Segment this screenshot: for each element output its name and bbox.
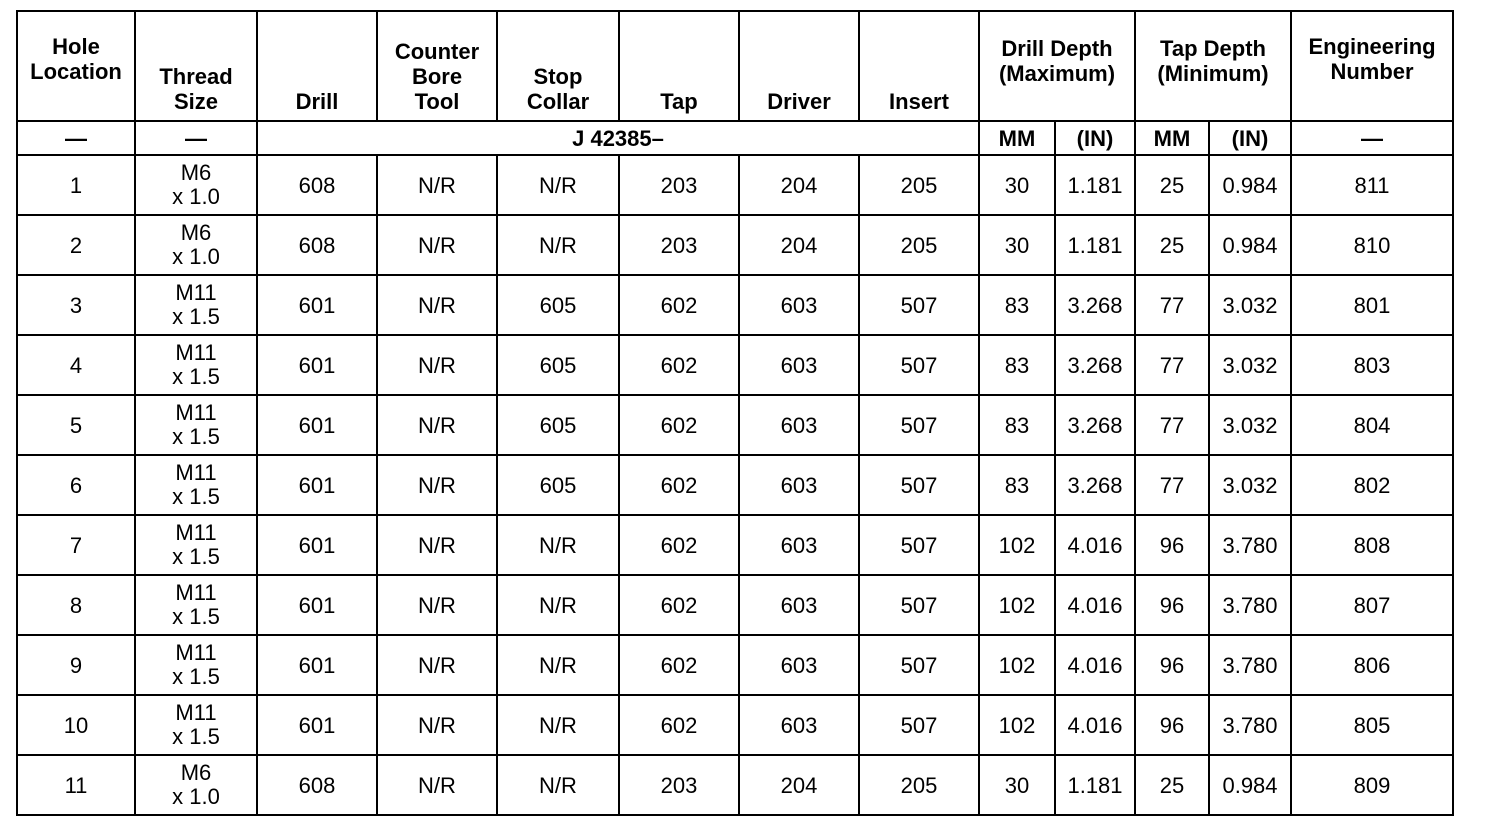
cell-tap: 602	[619, 455, 739, 515]
header-engineering-number: Engineering Number	[1291, 11, 1453, 121]
cell-hole-location: 8	[17, 575, 135, 635]
cell-tap-depth-in: 3.780	[1209, 635, 1291, 695]
cell-drill-depth-mm: 83	[979, 395, 1055, 455]
subheader-drill-in: (IN)	[1055, 121, 1135, 155]
cell-insert: 507	[859, 395, 979, 455]
cell-thread-size: M11 x 1.5	[135, 275, 257, 335]
cell-driver: 603	[739, 575, 859, 635]
cell-tap-depth-in: 3.780	[1209, 515, 1291, 575]
subheader-row	[17, 121, 1453, 155]
cell-driver: 603	[739, 635, 859, 695]
cell-tap-depth-in: 0.984	[1209, 155, 1291, 215]
cell-tap: 602	[619, 635, 739, 695]
cell-drill: 608	[257, 215, 377, 275]
cell-drill-depth-mm: 102	[979, 635, 1055, 695]
header-thread-size: Thread Size	[135, 11, 257, 121]
cell-engineering-number: 808	[1291, 515, 1453, 575]
cell-stop-collar: 605	[497, 395, 619, 455]
table-row	[17, 455, 1453, 515]
cell-hole-location: 6	[17, 455, 135, 515]
header-row	[17, 11, 1453, 121]
cell-engineering-number: 811	[1291, 155, 1453, 215]
cell-tap-depth-mm: 96	[1135, 575, 1209, 635]
cell-tap-depth-in: 3.780	[1209, 575, 1291, 635]
cell-thread-size: M11 x 1.5	[135, 335, 257, 395]
table-row	[17, 155, 1453, 215]
cell-driver: 204	[739, 755, 859, 815]
cell-tap-depth-mm: 96	[1135, 635, 1209, 695]
cell-thread-size: M11 x 1.5	[135, 455, 257, 515]
cell-insert: 507	[859, 635, 979, 695]
cell-tap: 602	[619, 395, 739, 455]
header-tap: Tap	[619, 11, 739, 121]
cell-driver: 603	[739, 455, 859, 515]
header-counter-bore-tool: Counter Bore Tool	[377, 11, 497, 121]
cell-hole-location: 11	[17, 755, 135, 815]
cell-stop-collar: N/R	[497, 635, 619, 695]
cell-driver: 603	[739, 395, 859, 455]
cell-tap-depth-mm: 77	[1135, 395, 1209, 455]
cell-drill-depth-mm: 83	[979, 335, 1055, 395]
cell-drill-depth-mm: 83	[979, 455, 1055, 515]
cell-counter-bore-tool: N/R	[377, 455, 497, 515]
cell-driver: 204	[739, 215, 859, 275]
header-stop-collar: Stop Collar	[497, 11, 619, 121]
cell-drill-depth-in: 4.016	[1055, 575, 1135, 635]
cell-drill: 601	[257, 635, 377, 695]
cell-tap-depth-in: 3.780	[1209, 695, 1291, 755]
cell-drill-depth-in: 1.181	[1055, 215, 1135, 275]
cell-tap: 203	[619, 215, 739, 275]
cell-stop-collar: N/R	[497, 695, 619, 755]
cell-drill: 601	[257, 455, 377, 515]
cell-drill-depth-mm: 102	[979, 695, 1055, 755]
cell-thread-size: M11 x 1.5	[135, 635, 257, 695]
cell-insert: 507	[859, 455, 979, 515]
cell-drill-depth-in: 4.016	[1055, 635, 1135, 695]
cell-tap-depth-mm: 77	[1135, 275, 1209, 335]
cell-tap-depth-mm: 96	[1135, 695, 1209, 755]
cell-drill: 608	[257, 155, 377, 215]
cell-tap-depth-in: 3.032	[1209, 395, 1291, 455]
table-row	[17, 755, 1453, 815]
cell-drill-depth-mm: 83	[979, 275, 1055, 335]
cell-insert: 507	[859, 695, 979, 755]
tool-specification-table	[16, 10, 1454, 816]
cell-engineering-number: 806	[1291, 635, 1453, 695]
table-row	[17, 215, 1453, 275]
cell-drill-depth-in: 3.268	[1055, 455, 1135, 515]
header-hole-location: Hole Location	[17, 11, 135, 121]
cell-drill-depth-in: 4.016	[1055, 695, 1135, 755]
cell-stop-collar: 605	[497, 455, 619, 515]
cell-counter-bore-tool: N/R	[377, 215, 497, 275]
cell-tap-depth-in: 3.032	[1209, 455, 1291, 515]
cell-insert: 205	[859, 215, 979, 275]
cell-insert: 507	[859, 515, 979, 575]
cell-thread-size: M11 x 1.5	[135, 395, 257, 455]
cell-engineering-number: 804	[1291, 395, 1453, 455]
cell-counter-bore-tool: N/R	[377, 155, 497, 215]
table-row	[17, 395, 1453, 455]
cell-drill: 601	[257, 515, 377, 575]
cell-drill: 601	[257, 335, 377, 395]
cell-tap: 602	[619, 695, 739, 755]
cell-tap-depth-in: 3.032	[1209, 275, 1291, 335]
cell-drill: 601	[257, 395, 377, 455]
cell-tap-depth-mm: 77	[1135, 455, 1209, 515]
header-drill-depth: Drill Depth (Maximum)	[979, 11, 1135, 121]
table-row	[17, 635, 1453, 695]
subheader-engineering-dash: —	[1291, 121, 1453, 155]
cell-hole-location: 1	[17, 155, 135, 215]
cell-counter-bore-tool: N/R	[377, 335, 497, 395]
cell-thread-size: M11 x 1.5	[135, 695, 257, 755]
cell-stop-collar: N/R	[497, 515, 619, 575]
cell-drill-depth-mm: 102	[979, 515, 1055, 575]
cell-counter-bore-tool: N/R	[377, 635, 497, 695]
cell-insert: 205	[859, 155, 979, 215]
cell-stop-collar: N/R	[497, 575, 619, 635]
table-row	[17, 275, 1453, 335]
cell-tap-depth-in: 3.032	[1209, 335, 1291, 395]
subheader-tap-mm: MM	[1135, 121, 1209, 155]
subheader-tap-in: (IN)	[1209, 121, 1291, 155]
cell-tap: 203	[619, 755, 739, 815]
cell-stop-collar: N/R	[497, 215, 619, 275]
cell-hole-location: 3	[17, 275, 135, 335]
cell-driver: 603	[739, 275, 859, 335]
header-drill: Drill	[257, 11, 377, 121]
cell-tap-depth-in: 0.984	[1209, 215, 1291, 275]
header-tap-depth: Tap Depth (Minimum)	[1135, 11, 1291, 121]
cell-engineering-number: 801	[1291, 275, 1453, 335]
cell-hole-location: 10	[17, 695, 135, 755]
cell-drill-depth-mm: 30	[979, 155, 1055, 215]
cell-counter-bore-tool: N/R	[377, 275, 497, 335]
cell-drill-depth-mm: 30	[979, 215, 1055, 275]
header-insert: Insert	[859, 11, 979, 121]
cell-engineering-number: 802	[1291, 455, 1453, 515]
cell-driver: 204	[739, 155, 859, 215]
cell-hole-location: 5	[17, 395, 135, 455]
cell-drill: 601	[257, 695, 377, 755]
cell-drill-depth-in: 1.181	[1055, 155, 1135, 215]
subheader-thread-dash: —	[135, 121, 257, 155]
cell-counter-bore-tool: N/R	[377, 695, 497, 755]
subheader-drill-mm: MM	[979, 121, 1055, 155]
cell-tap: 602	[619, 575, 739, 635]
cell-drill-depth-in: 3.268	[1055, 395, 1135, 455]
cell-engineering-number: 803	[1291, 335, 1453, 395]
cell-tap-depth-mm: 25	[1135, 755, 1209, 815]
cell-counter-bore-tool: N/R	[377, 515, 497, 575]
cell-driver: 603	[739, 335, 859, 395]
cell-driver: 603	[739, 515, 859, 575]
cell-stop-collar: N/R	[497, 755, 619, 815]
cell-thread-size: M6 x 1.0	[135, 215, 257, 275]
cell-tap: 602	[619, 275, 739, 335]
header-driver: Driver	[739, 11, 859, 121]
cell-drill-depth-mm: 102	[979, 575, 1055, 635]
cell-hole-location: 7	[17, 515, 135, 575]
cell-tap-depth-mm: 77	[1135, 335, 1209, 395]
cell-engineering-number: 805	[1291, 695, 1453, 755]
cell-hole-location: 9	[17, 635, 135, 695]
cell-engineering-number: 810	[1291, 215, 1453, 275]
cell-engineering-number: 809	[1291, 755, 1453, 815]
cell-drill: 601	[257, 275, 377, 335]
cell-tap-depth-mm: 96	[1135, 515, 1209, 575]
subheader-tool-prefix: J 42385–	[257, 121, 979, 155]
cell-tap-depth-mm: 25	[1135, 215, 1209, 275]
cell-engineering-number: 807	[1291, 575, 1453, 635]
cell-stop-collar: N/R	[497, 155, 619, 215]
cell-drill: 608	[257, 755, 377, 815]
cell-drill-depth-in: 3.268	[1055, 275, 1135, 335]
cell-thread-size: M6 x 1.0	[135, 155, 257, 215]
subheader-hole-dash: —	[17, 121, 135, 155]
cell-insert: 507	[859, 275, 979, 335]
cell-insert: 507	[859, 575, 979, 635]
table-row	[17, 335, 1453, 395]
cell-hole-location: 2	[17, 215, 135, 275]
cell-drill-depth-in: 4.016	[1055, 515, 1135, 575]
cell-counter-bore-tool: N/R	[377, 755, 497, 815]
table-row	[17, 575, 1453, 635]
cell-stop-collar: 605	[497, 275, 619, 335]
cell-stop-collar: 605	[497, 335, 619, 395]
cell-insert: 507	[859, 335, 979, 395]
cell-hole-location: 4	[17, 335, 135, 395]
cell-insert: 205	[859, 755, 979, 815]
cell-tap-depth-mm: 25	[1135, 155, 1209, 215]
cell-driver: 603	[739, 695, 859, 755]
cell-counter-bore-tool: N/R	[377, 395, 497, 455]
table-row	[17, 515, 1453, 575]
cell-thread-size: M11 x 1.5	[135, 575, 257, 635]
cell-thread-size: M11 x 1.5	[135, 515, 257, 575]
cell-counter-bore-tool: N/R	[377, 575, 497, 635]
cell-drill-depth-in: 1.181	[1055, 755, 1135, 815]
cell-thread-size: M6 x 1.0	[135, 755, 257, 815]
cell-tap: 203	[619, 155, 739, 215]
cell-tap: 602	[619, 515, 739, 575]
cell-drill: 601	[257, 575, 377, 635]
cell-tap: 602	[619, 335, 739, 395]
cell-drill-depth-mm: 30	[979, 755, 1055, 815]
table-row	[17, 695, 1453, 755]
cell-drill-depth-in: 3.268	[1055, 335, 1135, 395]
cell-tap-depth-in: 0.984	[1209, 755, 1291, 815]
